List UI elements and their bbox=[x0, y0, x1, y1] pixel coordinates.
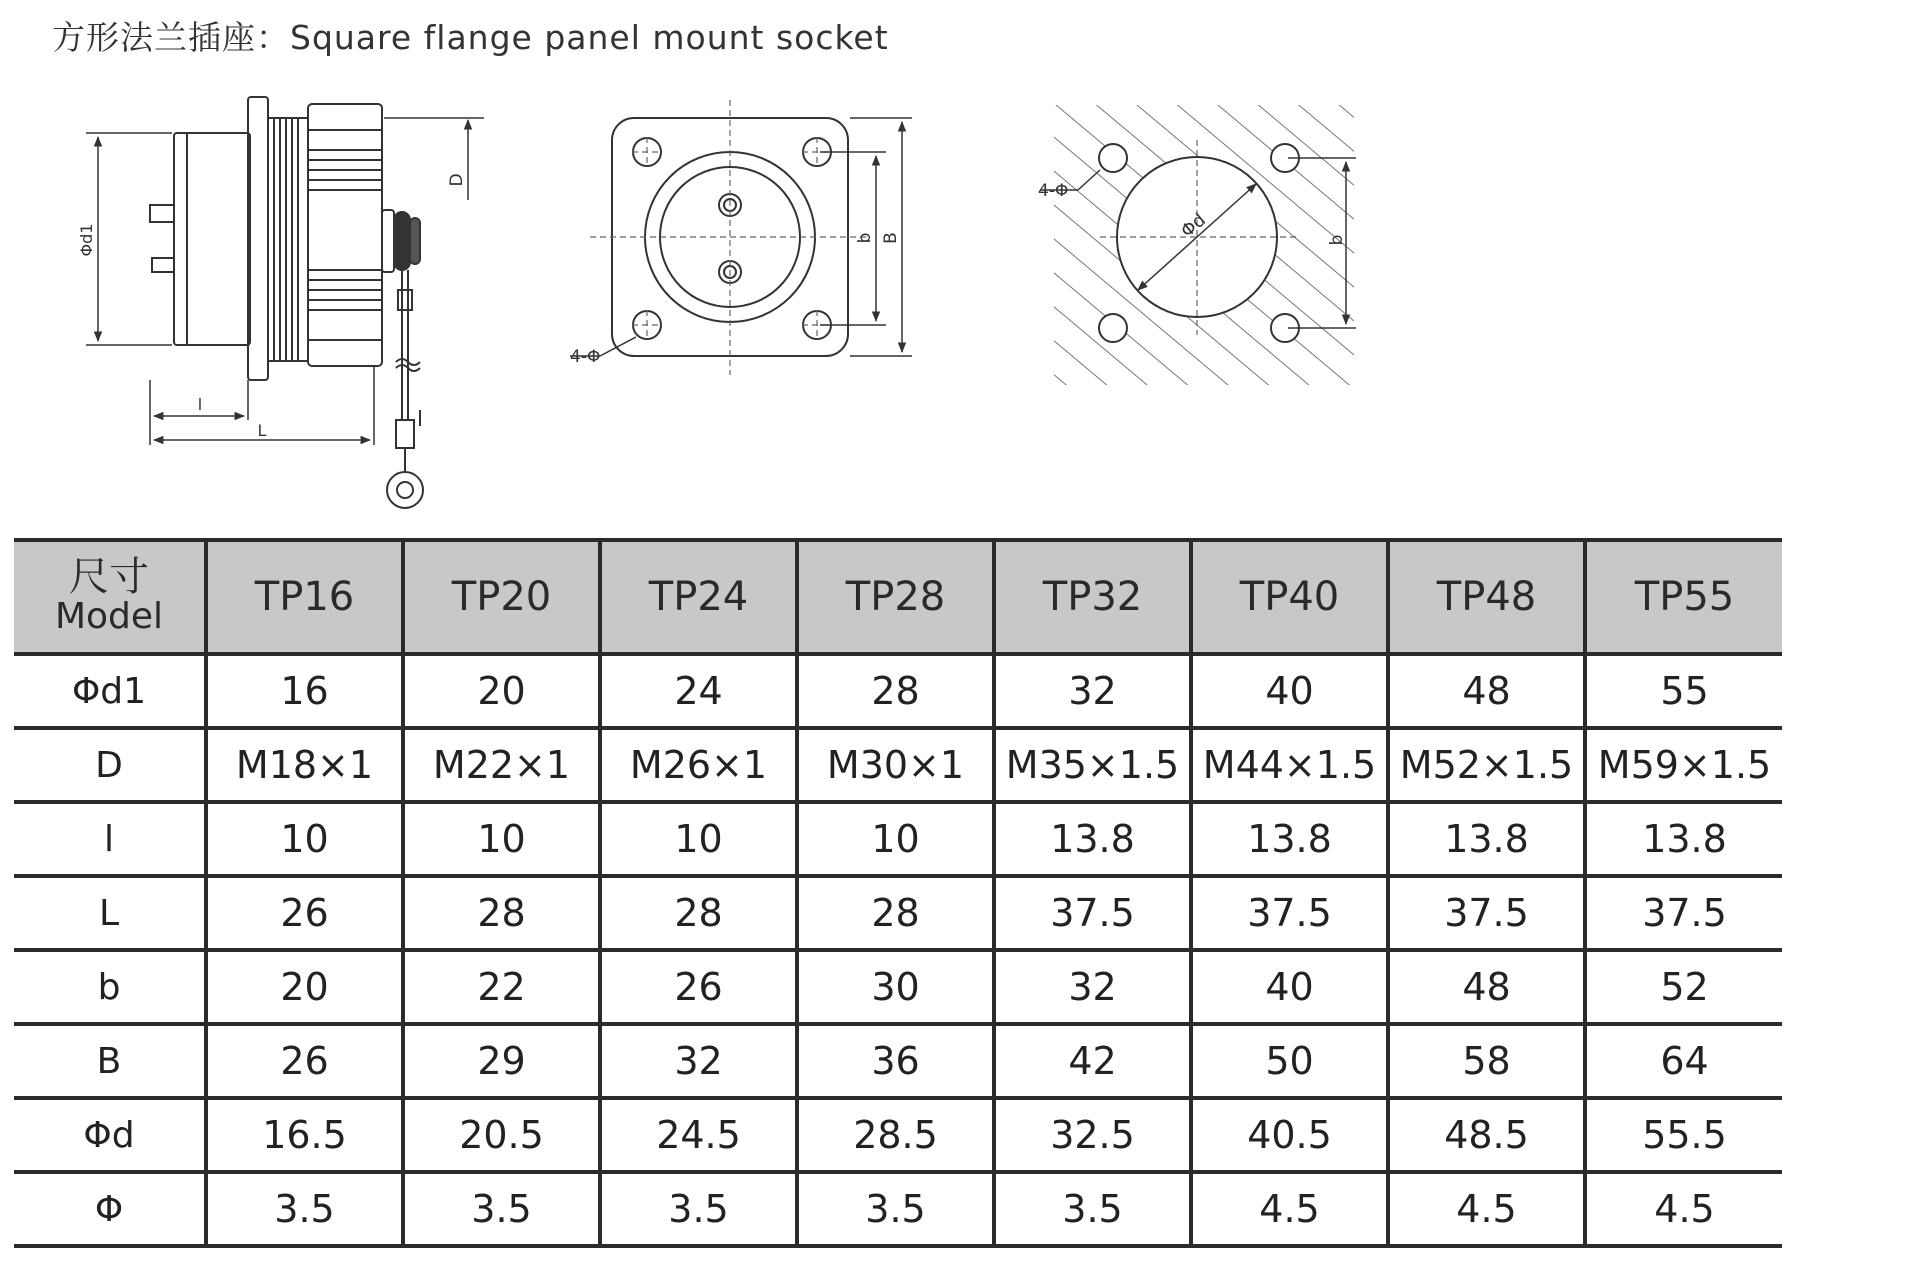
table-cell: 4.5 bbox=[1388, 1172, 1585, 1246]
table-cell: 48.5 bbox=[1388, 1098, 1585, 1172]
table-cell: 22 bbox=[403, 950, 600, 1024]
dim-label-l: l bbox=[197, 395, 203, 414]
table-cell: 10 bbox=[403, 802, 600, 876]
table-row bbox=[14, 654, 1782, 728]
table-cell: M22×1 bbox=[403, 728, 600, 802]
row-label: b bbox=[14, 950, 206, 1024]
table-cell: 13.8 bbox=[994, 802, 1191, 876]
table-cell: 30 bbox=[797, 950, 994, 1024]
table-cell: M18×1 bbox=[206, 728, 403, 802]
row-label: Φd1 bbox=[14, 654, 206, 728]
table-row bbox=[14, 802, 1782, 876]
table-cell: 26 bbox=[600, 950, 797, 1024]
table-cell: 3.5 bbox=[206, 1172, 403, 1246]
dim-label-L: L bbox=[257, 421, 267, 440]
table-cell: 13.8 bbox=[1585, 802, 1782, 876]
table-cell: 28 bbox=[797, 876, 994, 950]
dim-label-D: D bbox=[447, 173, 467, 187]
table-cell: 10 bbox=[206, 802, 403, 876]
corner-header-cell bbox=[14, 540, 206, 654]
table-cell: 28 bbox=[403, 876, 600, 950]
table-cell: 16 bbox=[206, 654, 403, 728]
table-header-row bbox=[14, 540, 1782, 654]
row-label: Φd bbox=[14, 1098, 206, 1172]
table-cell: 55 bbox=[1585, 654, 1782, 728]
table-cell: 64 bbox=[1585, 1024, 1782, 1098]
table-cell: 26 bbox=[206, 876, 403, 950]
table-cell: 20 bbox=[403, 654, 600, 728]
table-cell: 58 bbox=[1388, 1024, 1585, 1098]
dimension-table bbox=[14, 538, 1782, 1248]
model-header: TP28 bbox=[797, 540, 994, 654]
panel-cutout-view bbox=[1038, 105, 1356, 385]
table-cell: 37.5 bbox=[994, 876, 1191, 950]
table-cell: 4.5 bbox=[1585, 1172, 1782, 1246]
table-cell: 3.5 bbox=[403, 1172, 600, 1246]
model-header: TP24 bbox=[600, 540, 797, 654]
table-cell: 10 bbox=[797, 802, 994, 876]
table-cell: 40.5 bbox=[1191, 1098, 1388, 1172]
table-cell: 42 bbox=[994, 1024, 1191, 1098]
table-cell: 3.5 bbox=[797, 1172, 994, 1246]
table-cell: 16.5 bbox=[206, 1098, 403, 1172]
table-row bbox=[14, 950, 1782, 1024]
table-cell: M26×1 bbox=[600, 728, 797, 802]
row-label: l bbox=[14, 802, 206, 876]
table-cell: 32.5 bbox=[994, 1098, 1191, 1172]
model-header: TP20 bbox=[403, 540, 600, 654]
side-view-drawing bbox=[150, 97, 423, 508]
table-cell: 32 bbox=[994, 950, 1191, 1024]
table-cell: 10 bbox=[600, 802, 797, 876]
table-row bbox=[14, 1172, 1782, 1246]
table-cell: 52 bbox=[1585, 950, 1782, 1024]
table-row bbox=[14, 876, 1782, 950]
table-cell: 48 bbox=[1388, 654, 1585, 728]
model-header: TP32 bbox=[994, 540, 1191, 654]
table-cell: M52×1.5 bbox=[1388, 728, 1585, 802]
technical-drawings bbox=[0, 0, 1919, 520]
table-cell: 55.5 bbox=[1585, 1098, 1782, 1172]
table-cell: 24.5 bbox=[600, 1098, 797, 1172]
model-header: TP48 bbox=[1388, 540, 1585, 654]
table-cell: 40 bbox=[1191, 654, 1388, 728]
table-row bbox=[14, 728, 1782, 802]
row-label: D bbox=[14, 728, 206, 802]
table-cell: 3.5 bbox=[600, 1172, 797, 1246]
table-cell: 32 bbox=[994, 654, 1191, 728]
table-cell: 28.5 bbox=[797, 1098, 994, 1172]
model-header: TP40 bbox=[1191, 540, 1388, 654]
row-label: B bbox=[14, 1024, 206, 1098]
table-cell: 40 bbox=[1191, 950, 1388, 1024]
dim-label-flange-b: b bbox=[855, 232, 875, 244]
table-cell: 37.5 bbox=[1585, 876, 1782, 950]
table-cell: 29 bbox=[403, 1024, 600, 1098]
dim-label-d1: Φd1 bbox=[77, 223, 96, 257]
table-cell: 13.8 bbox=[1388, 802, 1585, 876]
table-cell: 4.5 bbox=[1191, 1172, 1388, 1246]
dim-label-cutout-holes: 4-Φ bbox=[1038, 181, 1069, 201]
table-row bbox=[14, 1024, 1782, 1098]
table-cell: 20 bbox=[206, 950, 403, 1024]
table-cell: 37.5 bbox=[1191, 876, 1388, 950]
table-cell: 20.5 bbox=[403, 1098, 600, 1172]
corner-header-zh: 尺寸 bbox=[69, 554, 149, 600]
table-cell: 24 bbox=[600, 654, 797, 728]
table-cell: M59×1.5 bbox=[1585, 728, 1782, 802]
dim-label-cutout-d: Φd bbox=[1176, 209, 1211, 243]
table-cell: 28 bbox=[797, 654, 994, 728]
model-header: TP55 bbox=[1585, 540, 1782, 654]
row-label: L bbox=[14, 876, 206, 950]
table-cell: 48 bbox=[1388, 950, 1585, 1024]
table-cell: 37.5 bbox=[1388, 876, 1585, 950]
table-cell: 3.5 bbox=[994, 1172, 1191, 1246]
row-label: Φ bbox=[14, 1172, 206, 1246]
corner-header-en: Model bbox=[54, 596, 164, 637]
table-cell: 26 bbox=[206, 1024, 403, 1098]
dim-label-cutout-b: b bbox=[1327, 234, 1347, 246]
model-header: TP16 bbox=[206, 540, 403, 654]
page-title: 方形法兰插座：Square flange panel mount socket bbox=[52, 18, 889, 57]
dim-label-flange-holes: 4-Φ bbox=[570, 347, 601, 367]
dim-label-flange-B: B bbox=[881, 232, 901, 244]
table-row bbox=[14, 1098, 1782, 1172]
table-cell: M35×1.5 bbox=[994, 728, 1191, 802]
table-cell: 50 bbox=[1191, 1024, 1388, 1098]
table-cell: 28 bbox=[600, 876, 797, 950]
table-cell: 32 bbox=[600, 1024, 797, 1098]
table-cell: M44×1.5 bbox=[1191, 728, 1388, 802]
table-cell: 13.8 bbox=[1191, 802, 1388, 876]
table-cell: 36 bbox=[797, 1024, 994, 1098]
table-cell: M30×1 bbox=[797, 728, 994, 802]
